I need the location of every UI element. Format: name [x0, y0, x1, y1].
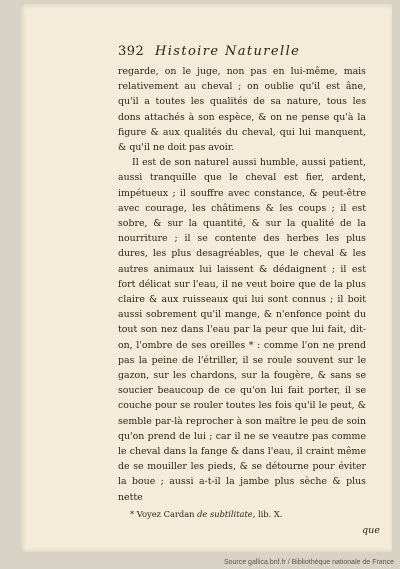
running-head: [118, 44, 368, 59]
page-title: Histoire Naturelle: [154, 44, 301, 59]
footnote-italic: de subtilitate: [197, 509, 253, 519]
catchword: que: [362, 525, 380, 536]
footnote: [130, 509, 370, 519]
paragraph: Il est de son naturel aussi humble, aussi patient, aussi tranquille que le cheval est fier, ardent, impétueux ; il souffre avec constance, & peut-être avec courage, les châtimens & les coups ; il est sobre, & sur la quantité, & sur la qualité de la nourriture ; il se contente des herbes les plus dures, les plus desagréables, que le cheval & les autres animaux lui laissent & dédaignent ; il est fort délicat sur l'eau, il ne veut boire que de la plus claire & aux ruisseaux qui lui sont connus ; il boit aussi sobrement qu'il mange, & n'enfonce point du tout son nez dans l'eau par la peur que lui fait, dit-on, l'ombre de ses oreilles * : comme l'on ne prend pas la peine de l'étriller, il se roule souvent sur le gazon, sur les chardons, sur la fougère, & sans se soucier beaucoup de ce qu'on lui fait porter, il se couche pour se rouler toutes les fois qu'il le peut, & semble par-là reprocher à son maître le peu de soin qu'on prend de lui ; car il ne se veautre pas comme le cheval dans la fange & dans l'eau, il craint même de se mouiller les pieds, & se détourne pour éviter la boue ; aussi a-t-il la jambe plus sèche & plus nette: [118, 157, 366, 503]
page-number: 392: [118, 44, 145, 59]
body-text: [118, 64, 366, 505]
book-page: [20, 4, 392, 552]
paragraph-continued: regarde, on le juge, non pas en lui-même, mais relativement au cheval ; on oublie qu'il est âne, qu'il a toutes les qualités de sa nature, tous les dons attachés à son espèce, & on ne pense qu'à la figure & aux qualités du cheval, qui lui manquent, & qu'il ne doit pas avoir.: [118, 66, 366, 154]
footnote-text: * Voyez Cardan: [130, 509, 195, 519]
footnote-ref: , lib. X.: [252, 509, 283, 519]
source-credit: Source gallica.bnf.fr / Bibliothèque nationale de France: [223, 559, 394, 566]
